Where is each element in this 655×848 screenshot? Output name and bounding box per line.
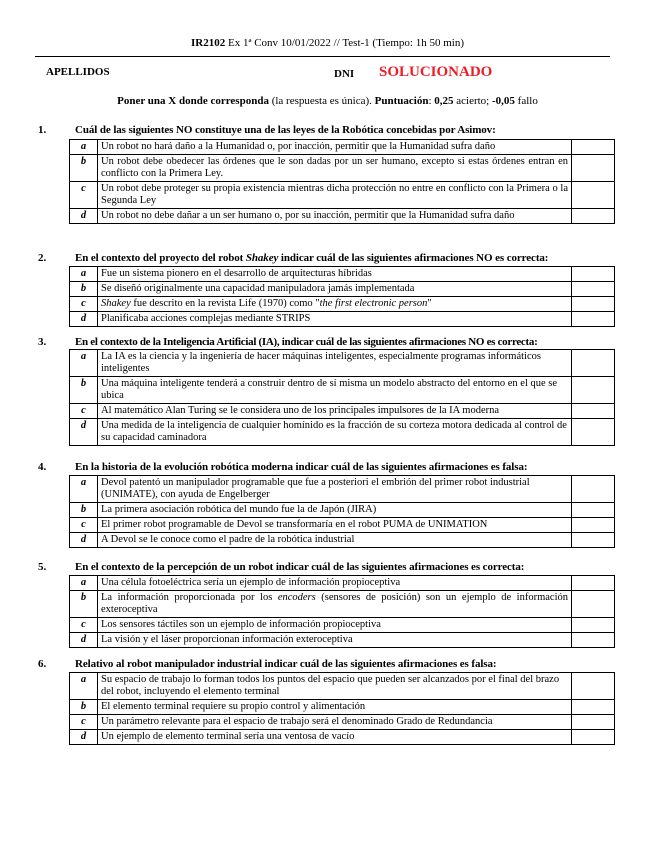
answer-box[interactable] [572, 633, 615, 648]
answer-box[interactable] [572, 140, 615, 155]
option-text [98, 297, 572, 312]
option-row [70, 297, 615, 312]
option-text-emphasis: Shakey [101, 298, 131, 309]
option-letter: d [70, 419, 98, 446]
option-text: Devol patentó un manipulador programable que fue a posteriori el embrión del primer robot industrial (UNIMATE), con ayuda de Engelberger [98, 476, 572, 503]
option-text [98, 591, 572, 618]
option-row [70, 282, 615, 297]
answer-box[interactable] [572, 182, 615, 209]
option-text: Un robot debe obedecer las órdenes que le son dadas por un ser humano, excepto si estas órdenes entran en conflicto con la Primera Ley. [98, 155, 572, 182]
question-1 [35, 124, 610, 221]
option-letter: d [70, 209, 98, 224]
option-letter: d [70, 533, 98, 548]
exam-header [0, 37, 655, 49]
answer-box[interactable] [572, 404, 615, 419]
options-table [69, 575, 615, 648]
correct-word: acierto; [453, 95, 492, 107]
options-table [69, 139, 615, 224]
answer-box[interactable] [572, 533, 615, 548]
option-text-middle: fue descrito en la revista Life (1970) como " [130, 298, 320, 309]
option-row [70, 312, 615, 327]
dni-label: DNI [334, 68, 355, 80]
option-row [70, 267, 615, 282]
question-text: En el contexto de la percepción de un robot indicar cuál de las siguientes afirmaciones es correcta: [75, 561, 525, 573]
option-row [70, 673, 615, 700]
option-row [70, 576, 615, 591]
question-text: En la historia de la evolución robótica moderna indicar cuál de las siguientes afirmaciones es falsa: [75, 461, 528, 473]
option-text-end: " [427, 298, 432, 309]
option-letter: a [70, 576, 98, 591]
course-code: IR2102 [190, 37, 226, 49]
answer-box[interactable] [572, 503, 615, 518]
question-text [75, 252, 548, 264]
answer-box[interactable] [572, 282, 615, 297]
option-text: Los sensores táctiles son un ejemplo de información propioceptiva [98, 618, 572, 633]
option-letter: a [70, 267, 98, 282]
question-title [35, 336, 610, 350]
question-number: 3. [38, 336, 47, 348]
option-text: Al matemático Alan Turing se le considera uno de los principales impulsores de la IA moderna [98, 404, 572, 419]
option-letter: b [70, 282, 98, 297]
header-divider [35, 56, 610, 57]
option-letter: a [70, 350, 98, 377]
option-text: Planificaba acciones complejas mediante STRIPS [98, 312, 572, 327]
option-row [70, 533, 615, 548]
question-text-start: En el contexto del proyecto del robot [75, 252, 246, 264]
option-row [70, 730, 615, 745]
question-title [35, 461, 610, 475]
option-text-end: (sensores de posición) son un ejemplo de información exteroceptiva [101, 592, 568, 615]
surname-label: APELLIDOS [46, 66, 110, 78]
answer-box[interactable] [572, 618, 615, 633]
option-text: Una medida de la inteligencia de cualquier homínido es la fracción de su corteza motora dedicada al control de su capacidad caminadora [98, 419, 572, 446]
option-letter: c [70, 618, 98, 633]
answer-box[interactable] [572, 377, 615, 404]
option-text: Una célula fotoeléctrica sería un ejemplo de información propioceptiva [98, 576, 572, 591]
exam-info: Ex 1ª Conv 10/01/2022 // Test-1 (Tiempo: 1h 50 min) [227, 37, 464, 49]
option-row [70, 476, 615, 503]
option-letter: c [70, 715, 98, 730]
option-text: Un robot debe proteger su propia existencia mientras dicha protección no entre en conflicto con la Primera o la Segunda Ley [98, 182, 572, 209]
option-letter: a [70, 476, 98, 503]
option-row [70, 404, 615, 419]
option-text: Un robot no hará daño a la Humanidad o, por inacción, permitir que la Humanidad sufra daño [98, 140, 572, 155]
option-text: Un ejemplo de elemento terminal sería una ventosa de vacío [98, 730, 572, 745]
question-text: Relativo al robot manipulador industrial indicar cuál de las siguientes afirmaciones es falsa: [75, 658, 497, 670]
option-row [70, 140, 615, 155]
option-letter: a [70, 673, 98, 700]
answer-box[interactable] [572, 155, 615, 182]
answer-box[interactable] [572, 715, 615, 730]
option-row [70, 182, 615, 209]
question-title [35, 124, 610, 138]
question-number: 5. [38, 561, 47, 573]
option-row [70, 715, 615, 730]
option-text: La IA es la ciencia y la ingeniería de hacer máquinas inteligentes, especialmente programas informáticos inteligentes [98, 350, 572, 377]
option-row [70, 618, 615, 633]
question-text-end: indicar cuál de las siguientes afirmaciones NO es correcta: [278, 252, 549, 264]
option-text: Un robot no debe dañar a un ser humano o, por su inacción, permitir que la Humanidad sufra daño [98, 209, 572, 224]
option-row [70, 503, 615, 518]
option-text: A Devol se le conoce como el padre de la robótica industrial [98, 533, 572, 548]
question-text: En el contexto de la Inteligencia Artificial (IA), indicar cuál de las siguientes afirmaciones NO es correcta: [75, 336, 538, 348]
answer-box[interactable] [572, 209, 615, 224]
option-letter: c [70, 182, 98, 209]
option-row [70, 518, 615, 533]
option-row [70, 591, 615, 618]
option-text-emphasis: encoders [277, 592, 316, 603]
instructions-text: (la respuesta es única). [268, 95, 375, 107]
option-row [70, 209, 615, 224]
answer-box[interactable] [572, 267, 615, 282]
question-number: 6. [38, 658, 47, 670]
option-letter: b [70, 503, 98, 518]
question-4 [35, 461, 610, 545]
option-letter: d [70, 633, 98, 648]
answer-box[interactable] [572, 700, 615, 715]
answer-box[interactable] [572, 591, 615, 618]
score-sep: : [428, 95, 435, 107]
question-5 [35, 561, 610, 645]
options-table [69, 349, 615, 446]
question-number: 4. [38, 461, 47, 473]
question-3 [35, 336, 610, 443]
option-text: Su espacio de trabajo lo forman todos los puntos del espacio que pueden ser alcanzados por el final del brazo del robot, incluyendo el elemento terminal [98, 673, 572, 700]
option-text: El primer robot programable de Devol se transformaría en el robot PUMA de UNIMATION [98, 518, 572, 533]
option-letter: c [70, 404, 98, 419]
option-text-quote: the first electronic person [319, 298, 428, 309]
option-row [70, 377, 615, 404]
option-letter: b [70, 377, 98, 404]
option-letter: d [70, 730, 98, 745]
answer-box[interactable] [572, 297, 615, 312]
option-letter: a [70, 140, 98, 155]
answer-box[interactable] [572, 476, 615, 503]
option-letter: c [70, 518, 98, 533]
question-6 [35, 658, 610, 742]
option-row [70, 350, 615, 377]
answer-box[interactable] [572, 419, 615, 446]
question-title [35, 561, 610, 575]
option-letter: c [70, 297, 98, 312]
instructions-bold: Poner una X donde corresponda [117, 95, 269, 107]
question-title [35, 252, 610, 266]
status-stamp: SOLUCIONADO [379, 64, 493, 80]
wrong-value: -0,05 [491, 95, 515, 107]
question-number: 2. [38, 252, 47, 264]
option-text: Una máquina inteligente tenderá a construir dentro de sí misma un modelo abstracto del entorno en el que se ubica [98, 377, 572, 404]
option-row [70, 633, 615, 648]
option-row [70, 419, 615, 446]
option-text: La primera asociación robótica del mundo fue la de Japón (JIRA) [98, 503, 572, 518]
option-text: Fue un sistema pionero en el desarrollo de arquitecturas híbridas [98, 267, 572, 282]
option-letter: b [70, 700, 98, 715]
answer-box[interactable] [572, 312, 615, 327]
option-text: El elemento terminal requiere su propio control y alimentación [98, 700, 572, 715]
question-text: Cuál de las siguientes NO constituye una de las leyes de la Robótica concebidas por Asimov: [75, 124, 496, 136]
answer-box[interactable] [572, 350, 615, 377]
question-number: 1. [38, 124, 47, 136]
options-table [69, 266, 615, 327]
wrong-word: fallo [514, 95, 538, 107]
option-text: La visión y el láser proporcionan información exteroceptiva [98, 633, 572, 648]
option-row [70, 155, 615, 182]
question-title [35, 658, 610, 672]
answer-box[interactable] [572, 730, 615, 745]
question-2 [35, 252, 610, 324]
answer-box[interactable] [572, 673, 615, 700]
score-label: Puntuación [374, 95, 429, 107]
options-table [69, 672, 615, 745]
option-text: Un parámetro relevante para el espacio de trabajo será el denominado Grado de Redundancia [98, 715, 572, 730]
option-row [70, 700, 615, 715]
option-letter: b [70, 155, 98, 182]
answer-box[interactable] [572, 576, 615, 591]
answer-box[interactable] [572, 518, 615, 533]
option-letter: d [70, 312, 98, 327]
correct-value: 0,25 [434, 95, 454, 107]
option-text: Se diseñó originalmente una capacidad manipuladora jamás implementada [98, 282, 572, 297]
option-letter: b [70, 591, 98, 618]
options-table [69, 475, 615, 548]
question-text-emphasis: Shakey [245, 252, 279, 264]
option-text-start: La información proporcionada por los [101, 592, 278, 603]
instructions [0, 95, 655, 107]
